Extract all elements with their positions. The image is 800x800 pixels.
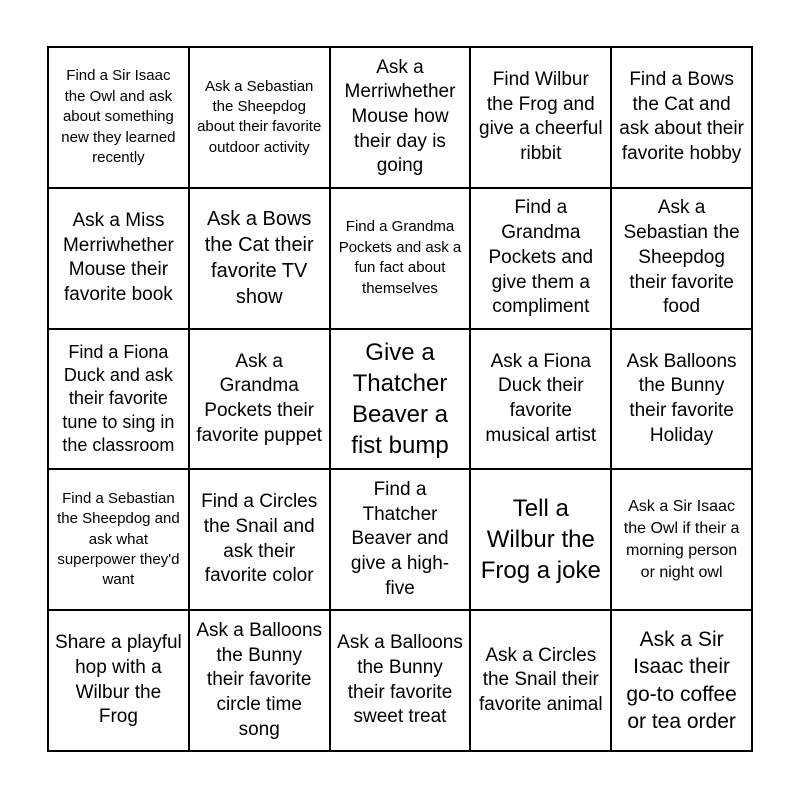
bingo-cell[interactable]: Find a Fiona Duck and ask their favorite tune to sing in the classroom (49, 330, 190, 471)
bingo-cell[interactable]: Ask a Merriwhether Mouse how their day is going (331, 48, 472, 189)
bingo-cell[interactable]: Find a Thatcher Beaver and give a high-five (331, 470, 472, 611)
bingo-cell[interactable]: Give a Thatcher Beaver a fist bump (331, 330, 472, 471)
bingo-cell[interactable]: Find Wilbur the Frog and give a cheerful ribbit (471, 48, 612, 189)
bingo-cell[interactable]: Ask a Sebastian the Sheepdog about their favorite outdoor activity (190, 48, 331, 189)
bingo-board (47, 46, 753, 752)
bingo-cell[interactable]: Find a Grandma Pockets and give them a compliment (471, 189, 612, 330)
bingo-cell[interactable]: Ask a Fiona Duck their favorite musical artist (471, 330, 612, 471)
bingo-cell[interactable]: Ask a Miss Merriwhether Mouse their favorite book (49, 189, 190, 330)
bingo-cell[interactable]: Ask a Sir Isaac the Owl if their a morning person or night owl (612, 470, 753, 611)
bingo-cell[interactable]: Ask a Grandma Pockets their favorite puppet (190, 330, 331, 471)
bingo-cell[interactable]: Find a Sebastian the Sheepdog and ask what superpower they'd want (49, 470, 190, 611)
bingo-cell[interactable]: Find a Bows the Cat and ask about their favorite hobby (612, 48, 753, 189)
bingo-cell[interactable]: Find a Grandma Pockets and ask a fun fact about themselves (331, 189, 472, 330)
bingo-cell[interactable]: Ask Balloons the Bunny their favorite Holiday (612, 330, 753, 471)
bingo-cell[interactable]: Ask a Bows the Cat their favorite TV show (190, 189, 331, 330)
bingo-cell[interactable]: Ask a Sebastian the Sheepdog their favorite food (612, 189, 753, 330)
bingo-cell[interactable]: Find a Circles the Snail and ask their favorite color (190, 470, 331, 611)
bingo-cell[interactable]: Ask a Sir Isaac their go-to coffee or tea order (612, 611, 753, 752)
bingo-cell[interactable]: Ask a Circles the Snail their favorite animal (471, 611, 612, 752)
bingo-cell[interactable]: Share a playful hop with a Wilbur the Frog (49, 611, 190, 752)
bingo-cell[interactable]: Tell a Wilbur the Frog a joke (471, 470, 612, 611)
bingo-cell[interactable]: Find a Sir Isaac the Owl and ask about something new they learned recently (49, 48, 190, 189)
bingo-cell[interactable]: Ask a Balloons the Bunny their favorite circle time song (190, 611, 331, 752)
bingo-cell[interactable]: Ask a Balloons the Bunny their favorite sweet treat (331, 611, 472, 752)
